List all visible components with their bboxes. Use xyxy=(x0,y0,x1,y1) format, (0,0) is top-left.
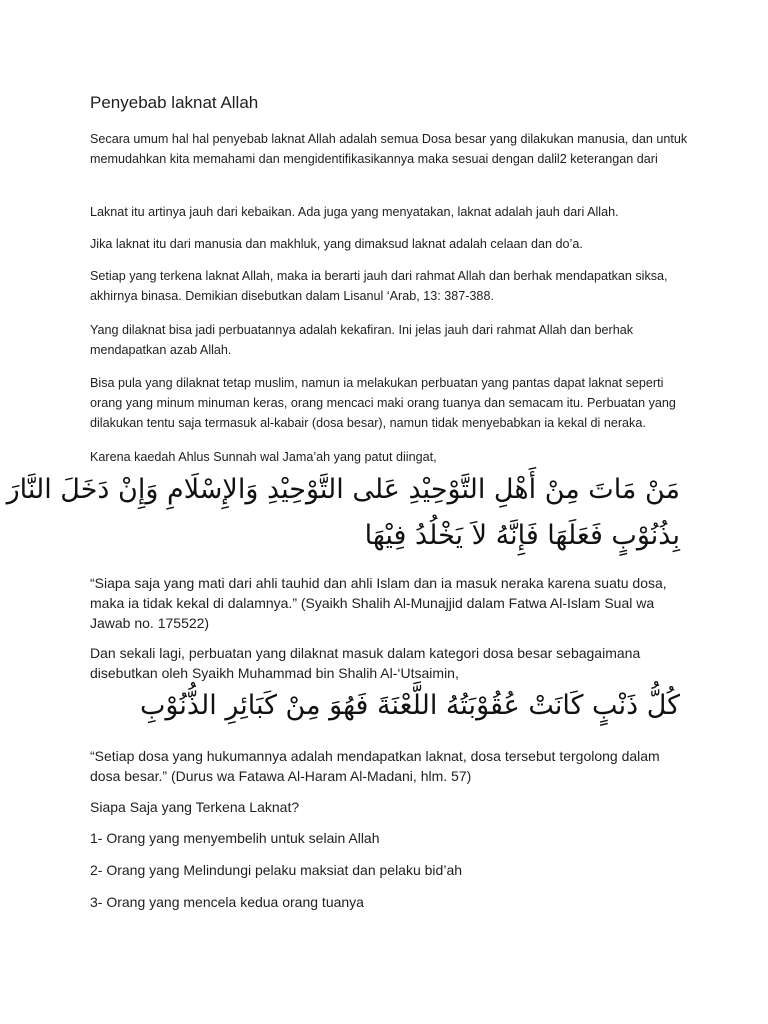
list-item: 3- Orang yang mencela kedua orang tuanya xyxy=(90,894,364,910)
paragraph-translation-2: “Setiap dosa yang hukumannya adalah mendapatkan laknat, dosa tersebut tergolong dalam dosa besar.” (Durus wa Fatawa Al-Haram Al-Madani, hlm. 57) xyxy=(90,748,660,784)
paragraph-definition: Laknat itu artinya jauh dari kebaikan. Ada juga yang menyatakan, laknat adalah jauh dari Allah. xyxy=(90,205,619,219)
paragraph-consequence: Setiap yang terkena laknat Allah, maka ia berarti jauh dari rahmat Allah dan berhak mendapatkan siksa, akhirnya binasa. Demikian disebutkan dalam Lisanul ‘Arab, 13: 387-388. xyxy=(90,269,668,303)
paragraph-kufr: Yang dilaknat bisa jadi perbuatannya adalah kekafiran. Ini jelas jauh dari rahmat Allah dan berhak mendapatkan azab Allah. xyxy=(90,323,634,357)
document-title: Penyebab laknat Allah xyxy=(90,93,259,112)
paragraph-intro: Secara umum hal hal penyebab laknat Allah adalah semua Dosa besar yang dilakukan manusia, dan untuk memudahkan kita memahami dan mengidentifikasikannya maka sesuai dengan dalil2 keterangan dari xyxy=(90,132,688,166)
arabic-quote-1-line-1: مَنْ مَاتَ مِنْ أَهْلِ التَّوْحِيْدِ عَلى التَّوْحِيْدِ وَالإِسْلَامِ وَإِنْ دَخَلَ النَّارَ xyxy=(6,474,680,505)
paragraph-human-curse: Jika laknat itu dari manusia dan makhluk, yang dimaksud laknat adalah celaan dan do’a. xyxy=(90,237,583,251)
list-item: 2- Orang yang Melindungi pelaku maksiat dan pelaku bid’ah xyxy=(90,862,463,878)
arabic-quote-2: كُلُّ ذَنْبٍ كَانَتْ عُقُوْبَتُهُ اللَّعْنَةَ فَهُوَ مِنْ كَبَائِرِ الذُّنُوْبِ xyxy=(139,690,680,721)
section-heading-who-is-cursed: Siapa Saja yang Terkena Laknat? xyxy=(90,799,300,815)
arabic-quote-1-line-2: بِذُنُوْبٍ فَعَلَهَا فَإِنَّهُ لاَ يَخْلُدُ فِيْهَا xyxy=(364,520,680,551)
paragraph-muslim: Bisa pula yang dilaknat tetap muslim, namun ia melakukan perbuatan yang pantas dapat laknat seperti orang yang minum minuman keras, orang mencaci maki orang tuanya dan semacam itu. Perbuatan yang dilakukan tentu saja termasuk al-kabair (dosa besar), namun tidak menyebabkan ia kekal di neraka. xyxy=(90,376,676,430)
paragraph-translation-1: “Siapa saja yang mati dari ahli tauhid dan ahli Islam dan ia masuk neraka karena suatu dosa, maka ia tidak kekal di dalamnya.” (Syaikh Shalih Al-Munajjid dalam Fatwa Al-Islam Sual wa Jawab no. 175522) xyxy=(90,575,667,631)
paragraph-utsaimin: Dan sekali lagi, perbuatan yang dilaknat masuk dalam kategori dosa besar sebagaimana disebutkan oleh Syaikh Muhammad bin Shalih Al-‘Utsaimin, xyxy=(90,645,641,681)
paragraph-kaedah: Karena kaedah Ahlus Sunnah wal Jama’ah yang patut diingat, xyxy=(90,450,437,464)
list-item: 1- Orang yang menyembelih untuk selain Allah xyxy=(90,830,380,846)
